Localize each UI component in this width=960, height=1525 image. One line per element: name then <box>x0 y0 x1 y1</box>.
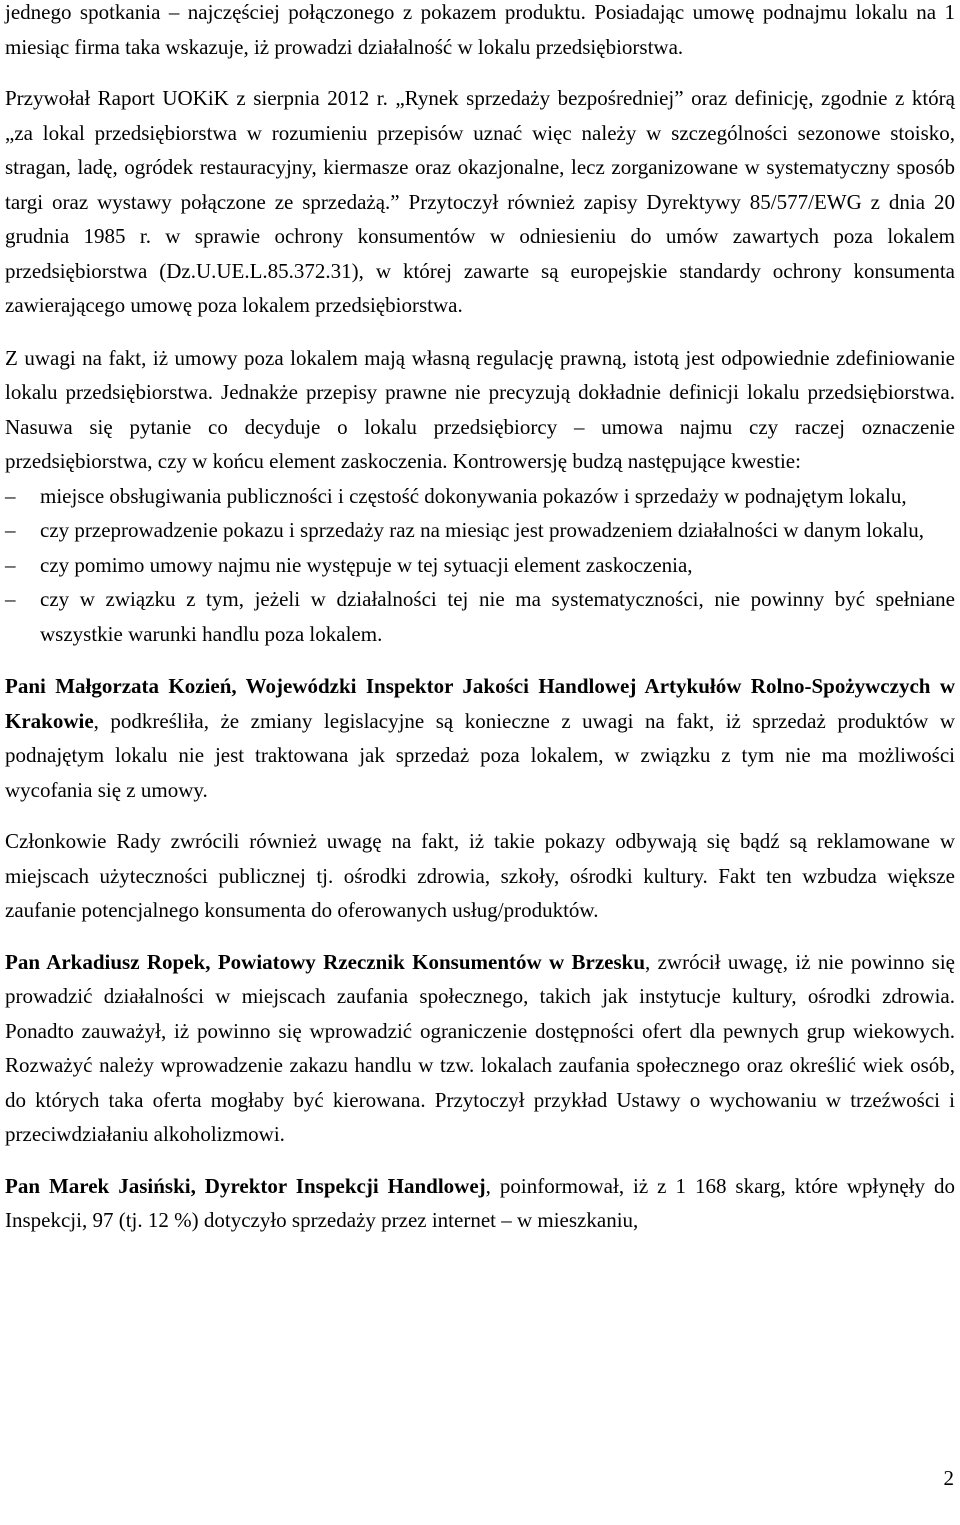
paragraph-premises-definition: Z uwagi na fakt, iż umowy poza lokalem mają własną regulację prawną, istotą jest odpowiednie zdefiniowanie lokalu przedsiębiorstwa. Jednakże przepisy prawne nie precyzują dokładnie definicji lokalu przedsiębiorstwa. Nasuwa się pytanie co decyduje o lokalu przedsiębiorcy – umowa najmu czy raczej oznaczenie przedsiębiorstwa, czy w końcu element zaskoczenia. Kontrowersję budzą następujące kwestie: <box>5 345 955 473</box>
speaker-name: Pan Marek Jasiński, Dyrektor Inspekcji Handlowej <box>5 1173 486 1198</box>
dash-bullet: – <box>5 587 16 611</box>
document-page <box>5 0 955 1238</box>
paragraph-uokik-report: Przywołał Raport UOKiK z sierpnia 2012 r. „Rynek sprzedaży bezpośredniej” oraz definicję, zgodnie z którą „za lokal przedsiębiorstwa w rozumieniu przepisów uznać więc należy w szczególności sezonowe stoisko, stragan, ladę, ogródek restauracyjny, kiermasze oraz okazjonalne, lecz zorganizowane w systematyczny sposób targi oraz wystawy połączone ze sprzedażą.” Przytoczył również zapisy Dyrektywy 85/577/EWG z dnia 20 grudnia 1985 r. w sprawie ochrony konsumentów w odniesieniu do umów zawartych poza lokalem przedsiębiorstwa (Dz.U.UE.L.85.372.31), w której zawarte są europejskie standardy ochrony konsumenta zawierającego umowę poza lokalem przedsiębiorstwa. <box>5 86 955 317</box>
dash-bullet: – <box>5 518 16 542</box>
paragraph-ropek-statement <box>5 945 955 1152</box>
list-item-text: czy pomimo umowy najmu nie występuje w tej sytuacji element zaskoczenia, <box>40 552 693 577</box>
list-item <box>5 513 955 548</box>
list-item <box>5 479 955 514</box>
list-item <box>5 582 955 651</box>
speaker-name: Pani Małgorzata Kozień, Wojewódzki Inspektor Jakości Handlowej Artykułów Rolno-Spożywczych w Krakowie <box>5 674 955 733</box>
list-item-text: miejsce obsługiwania publiczności i częstość dokonywania pokazów i sprzedaży w podnajętym lokalu, <box>40 483 907 508</box>
page-number: 2 <box>943 1466 954 1490</box>
list-item-text: czy w związku z tym, jeżeli w działalności tej nie ma systematyczności, nie powinny być spełniane wszystkie warunki handlu poza lokalem. <box>40 587 955 646</box>
paragraph-council-remarks: Członkowie Rady zwrócili również uwagę na fakt, iż takie pokazy odbywają się bądź są reklamowane w miejscach użyteczności publicznej tj. ośrodki zdrowia, szkoły, ośrodki kultury. Fakt ten wzbudza większe zaufanie potencjalnego konsumenta do oferowanych usług/produktów. <box>5 829 955 922</box>
list-item-text: czy przeprowadzenie pokazu i sprzedaży raz na miesiąc jest prowadzeniem działalności w danym lokalu, <box>40 518 924 542</box>
statement-text: , poinformował, iż z 1 168 skarg, które wpłynęły do Inspekcji, 97 (tj. 12 %) dotyczyło sprzedaży przez internet – w mieszkaniu, <box>5 1173 955 1232</box>
statement-text: , zwrócił uwagę, iż nie powinno się prowadzić działalności w miejscach zaufania społecznego, takich jak instytucje kultury, ośrodki zdrowia. Ponadto zauważył, iż powinno się wprowadzić ograniczenie dostępności ofert dla pewnych grup wiekowych. Rozważyć należy wprowadzenie zakazu handlu w tzw. lokalach zaufania społecznego oraz określić wiek osób, do których taka oferta mogłaby być kierowana. Przytoczył przykład Ustawy o wychowaniu w trzeźwości i przeciwdziałaniu alkoholizmowi. <box>5 949 955 1146</box>
statement-text: , podkreśliła, że zmiany legislacyjne są konieczne z uwagi na fakt, iż sprzedaż produktów w podnajętym lokalu nie jest traktowana jak sprzedaż poza lokalem, w związku z tym nie ma możliwości wycofania się z umowy. <box>5 708 955 802</box>
controversy-list <box>5 479 955 652</box>
paragraph-jasinski-statement <box>5 1169 955 1238</box>
list-item <box>5 548 955 583</box>
dash-bullet: – <box>5 552 16 577</box>
paragraph-intro-continuation: jednego spotkania – najczęściej połączonego z pokazem produktu. Posiadając umowę podnajmu lokalu na 1 miesiąc firma taka wskazuje, iż prowadzi działalność w lokalu przedsiębiorstwa. <box>5 0 955 59</box>
paragraph-kozien-statement <box>5 669 955 807</box>
dash-bullet: – <box>5 483 16 508</box>
speaker-name: Pan Arkadiusz Ropek, Powiatowy Rzecznik Konsumentów w Brzesku <box>5 949 646 974</box>
